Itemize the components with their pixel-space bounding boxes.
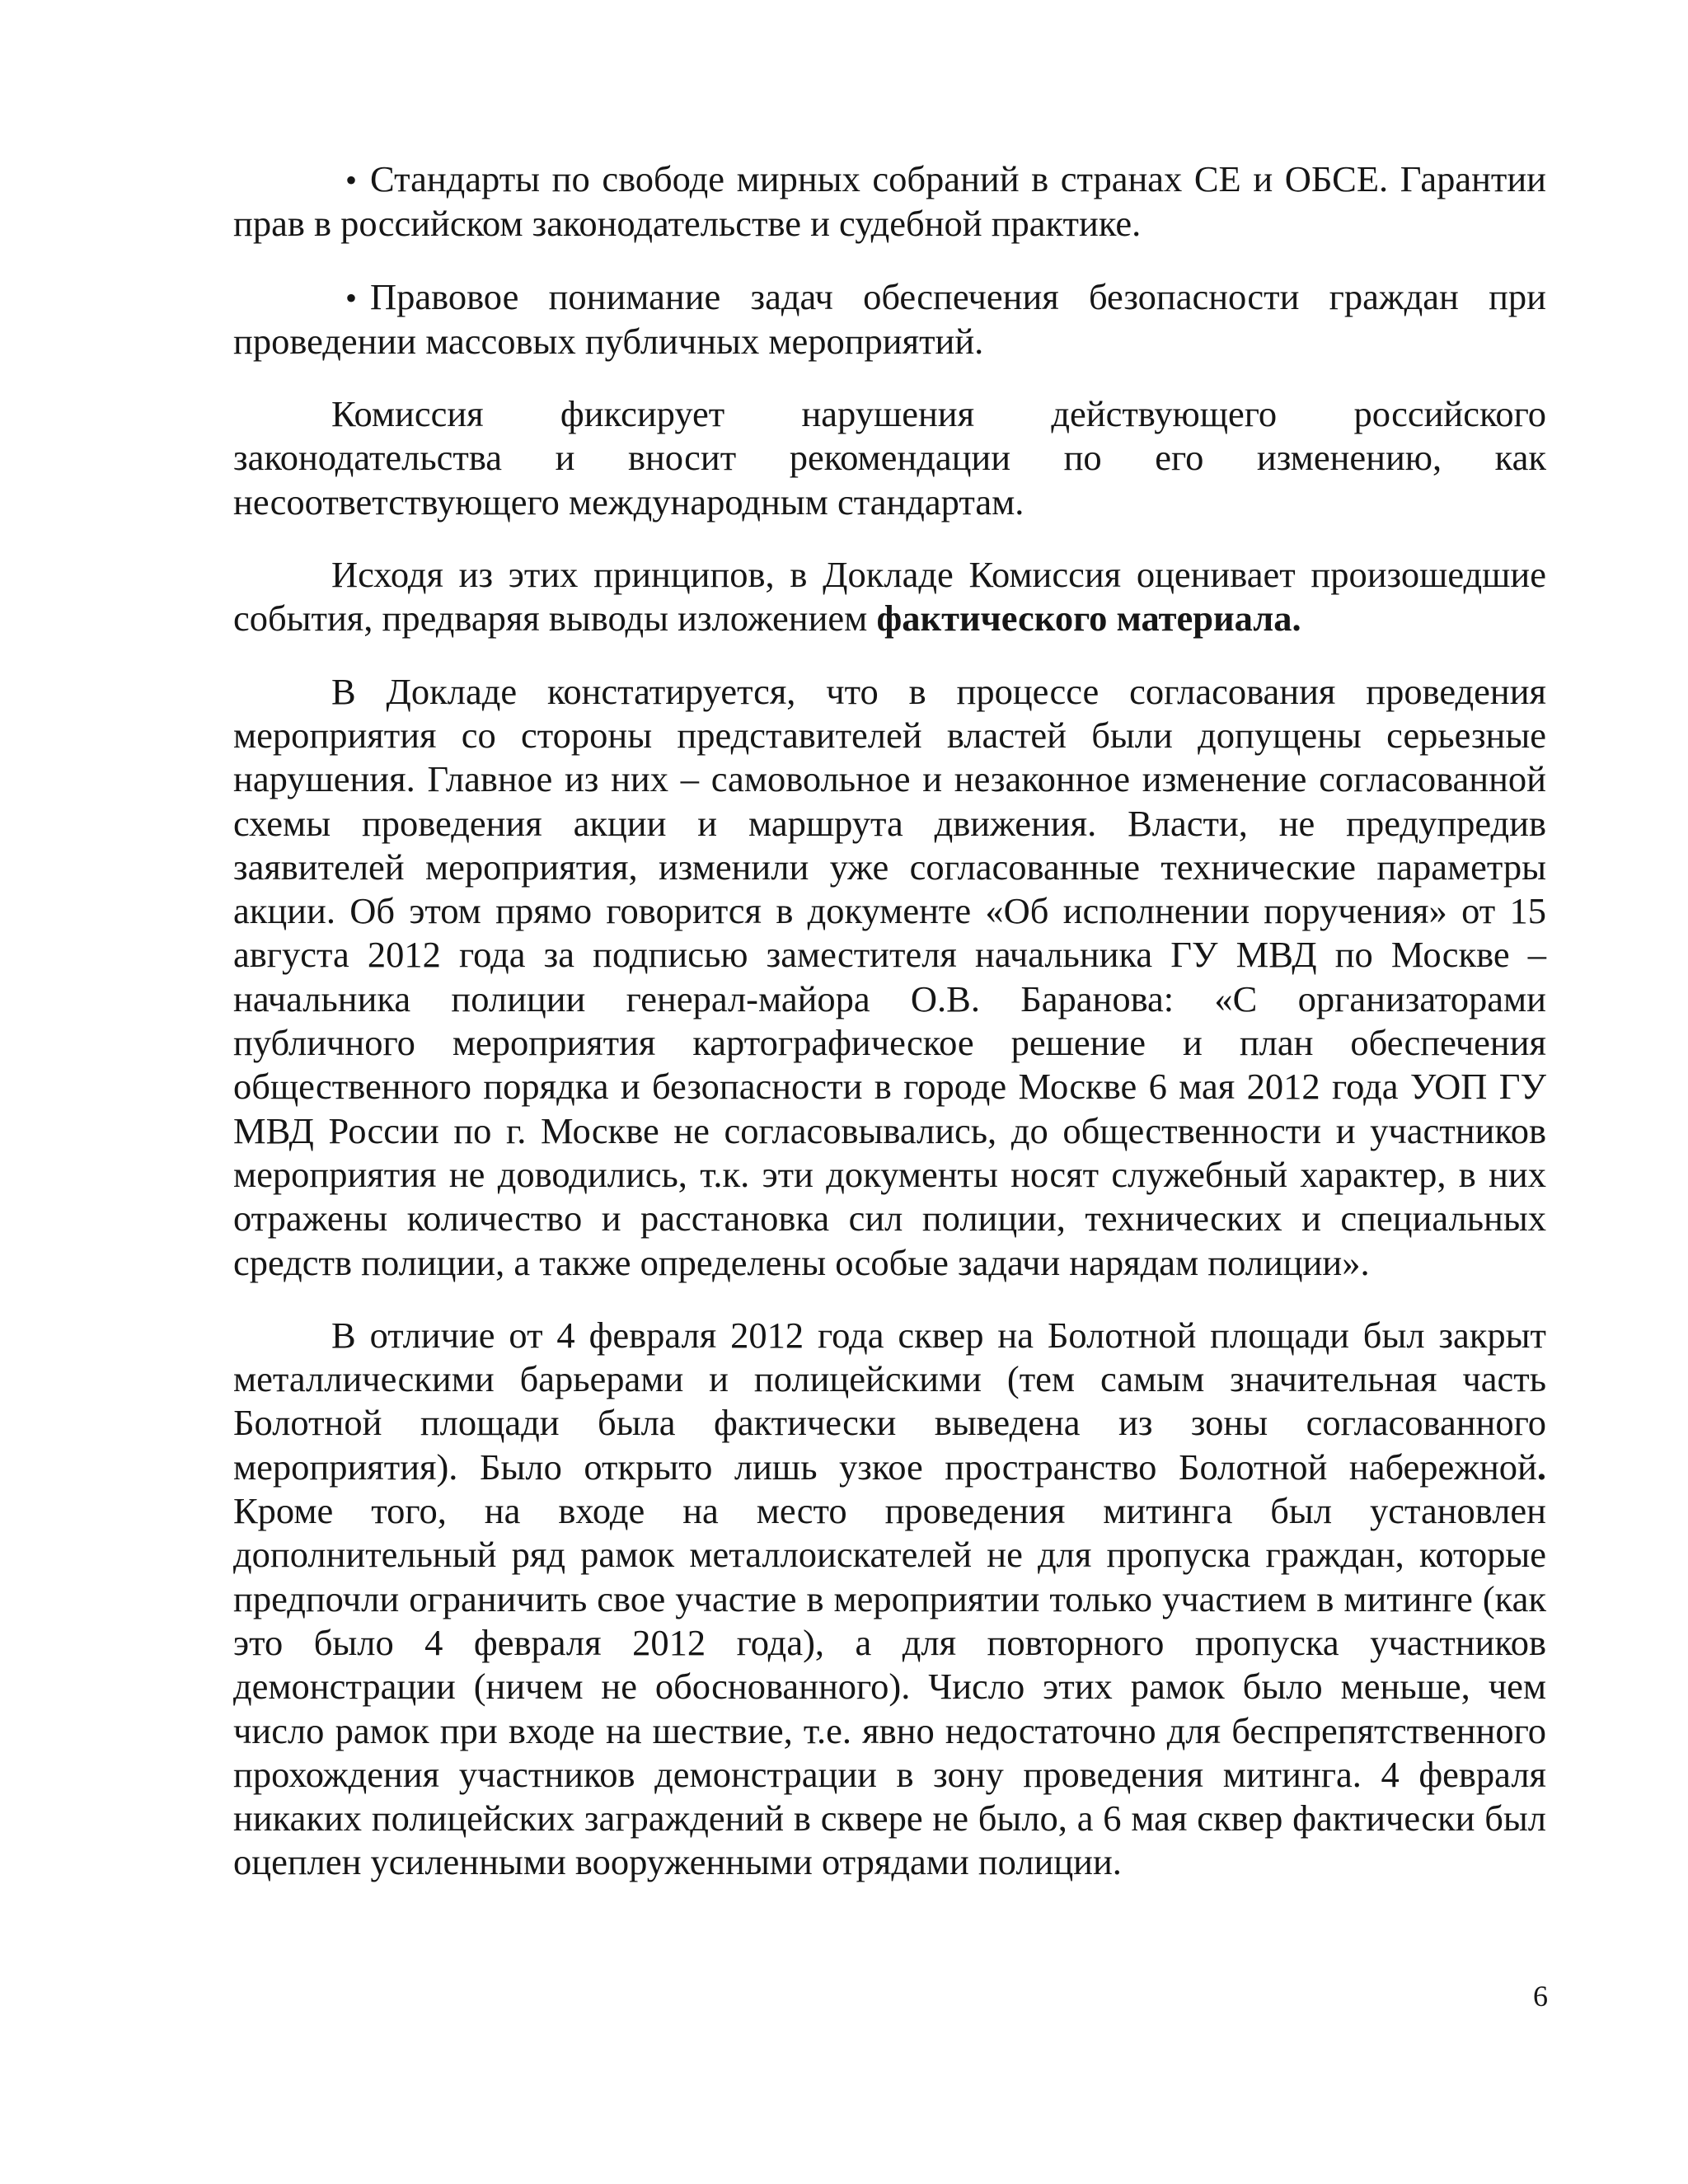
bullet-text: Стандарты по свободе мирных собраний в странах СЕ и ОБСЕ. Гарантии прав в российском законодательстве и судебной практике. [233,158,1546,245]
paragraph-commission: Комиссия фиксирует нарушения действующего российского законодательства и вносит рекомендации по его изменению, как несоответствующего международным стандартам. [233,393,1546,523]
paragraph-principles-bold: фактического материала. [876,598,1301,640]
paragraph-square-text-a: В отличие от 4 февраля 2012 года сквер на Болотной площади был закрыт металлическими барьерами и полицейскими (тем самым значительная часть Болотной площади была фактически выведена из зоны согласованного мероприятия). Было открыто лишь узкое пространство Болотной набережной [233,1314,1546,1488]
paragraph-principles-text: Исходя из этих принципов, в Докладе Комиссия оценивает произошедшие события, предваряя выводы изложением [233,554,1546,640]
bullet-text: Правовое понимание задач обеспечения безопасности граждан при проведении массовых публичных мероприятий. [233,275,1546,362]
bullet-icon: • [345,279,358,316]
paragraph-violations: В Докладе констатируется, что в процессе согласования проведения мероприятия со стороны представителей властей были допущены серьезные нарушения. Главное из них – самовольное и незаконное изменение согласованной схемы проведения акции и маршрута движения. Власти, не предупредив заявителей мероприятия, изменили уже согласованные технические параметры акции. Об этом прямо говорится в документе «Об исполнении поручения» от 15 августа 2012 года за подписью заместителя начальника ГУ МВД по Москве – начальника полиции генерал-майора О.В. Баранова: «С организаторами публичного мероприятия картографическое решение и план обеспечения общественного порядка и безопасности в городе Москве 6 мая 2012 года УОП ГУ МВД России по г. Москве не согласовывались, до общественности и участников мероприятия не доводились, т.к. эти документы носят служебный характер, в них отражены количество и расстановка сил полиции, технических и специальных средств полиции, а также определены особые задачи нарядам полиции». [233,670,1546,1283]
bullet-item [233,275,1546,364]
bullet-item [233,157,1546,246]
paragraph-square-bold-dot: . [1536,1446,1546,1488]
document-page [233,157,1546,1914]
paragraph-square [233,1314,1546,1885]
paragraph-principles [233,553,1546,641]
page-number: 6 [1533,1980,1548,2013]
paragraph-square-text-b: Кроме того, на входе на место проведения митинга был установлен дополнительный ряд рамок металлоискателей не для пропуска граждан, которые предпочли ограничить свое участие в мероприятии только участием в митинге (как это было 4 февраля 2012 года), а для повторного пропуска участников демонстрации (ничем не обоснованного). Число этих рамок было меньше, чем число рамок при входе на шествие, т.е. явно недостаточно для беспрепятственного прохождения участников демонстрации в зону проведения митинга. 4 февраля никаких полицейских заграждений в сквере не было, а 6 мая сквер фактически был оцеплен усиленными вооруженными отрядами полиции. [233,1490,1546,1883]
bullet-icon: • [345,162,358,199]
